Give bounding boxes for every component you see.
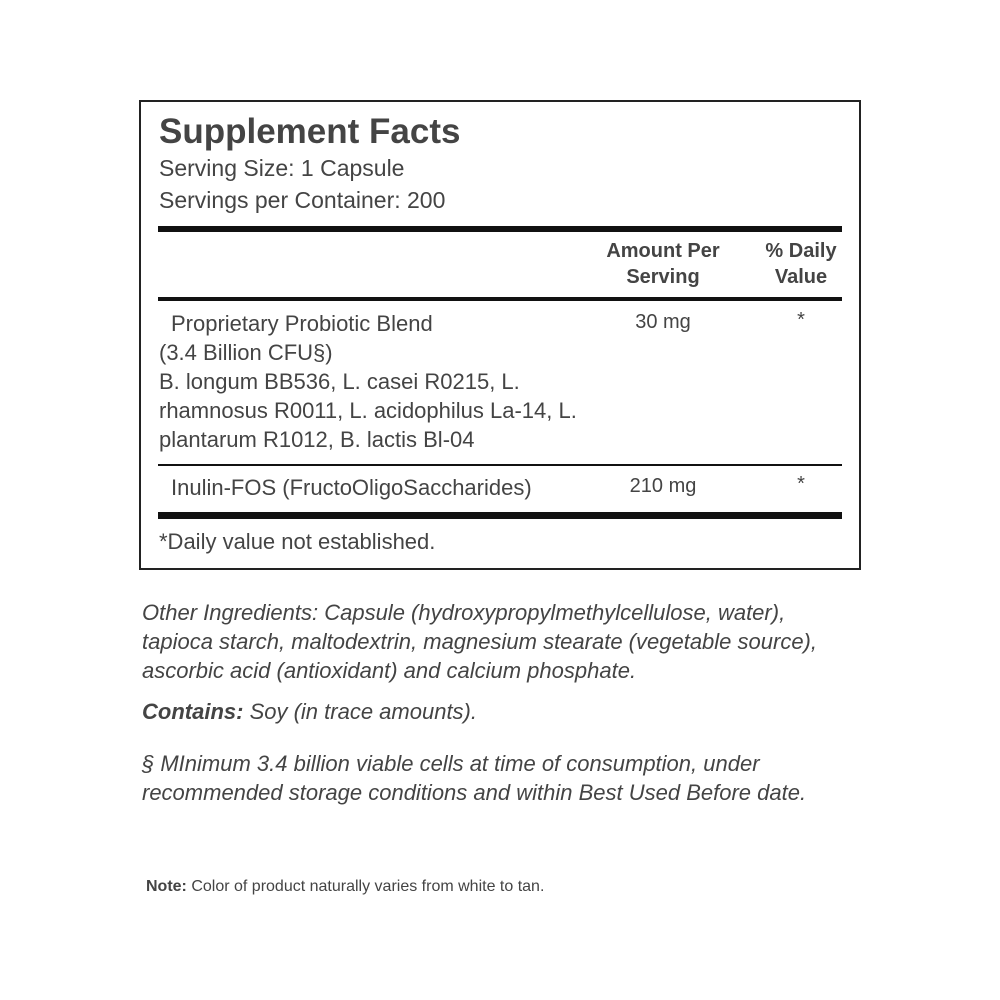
ingredient-daily-value: * (797, 309, 805, 331)
column-header-amount (578, 238, 748, 290)
ingredient-amount: 210 mg (629, 475, 697, 497)
ingredient-amount: 30 mg (635, 311, 691, 333)
ingredient-strains: B. longum BB536, L. casei R0215, L. rhamnosus R0011, L. acidophilus La-14, L. plantarum R1012, B. lactis Bl-04 (159, 369, 577, 452)
allergen-text: Soy (in trace amounts). (243, 699, 477, 724)
serving-size: Serving Size: 1 Capsule (159, 155, 405, 181)
note-label: Note: (146, 878, 187, 895)
divider-thick-top (158, 226, 842, 232)
other-ingredients: Other Ingredients: Capsule (hydroxypropylmethylcellulose, water), tapioca starch, maltodextrin, magnesium stearate (vegetable source), ascorbic acid (antioxidant) and calcium phosphate. (142, 600, 817, 683)
daily-value-footnote: *Daily value not established. (159, 529, 436, 554)
servings-per-container: Servings per Container: 200 (159, 187, 446, 213)
viable-cells-note: § MInimum 3.4 billion viable cells at time of consumption, under recommended storage conditions and within Best Used Before date. (142, 751, 807, 805)
divider-header (158, 297, 842, 301)
column-header-dv-line2: Value (774, 266, 828, 288)
ingredient-daily-value: * (797, 473, 805, 495)
allergen-statement (142, 697, 862, 726)
supplement-facts-content (158, 102, 842, 568)
ingredient-cfu: (3.4 Billion CFU§) (159, 340, 333, 365)
column-header-daily-value (746, 238, 856, 290)
color-note (146, 878, 544, 896)
column-header-amount-line2: Serving (626, 266, 700, 288)
column-header-dv-line1: % Daily (765, 240, 837, 262)
allergen-label: Contains: (142, 699, 244, 724)
panel-title: Supplement Facts (159, 112, 461, 151)
ingredient-name: Proprietary Probiotic Blend (171, 311, 433, 336)
supplement-facts-panel (139, 100, 861, 570)
ingredient-row-probiotic-blend (159, 309, 579, 454)
column-header-amount-line1: Amount Per (606, 240, 720, 262)
note-text: Color of product naturally varies from white to tan. (186, 878, 545, 895)
divider-thick-bottom (158, 512, 842, 519)
ingredient-row-inulin: Inulin-FOS (FructoOligoSaccharides) (171, 475, 532, 500)
divider-row (158, 464, 842, 466)
